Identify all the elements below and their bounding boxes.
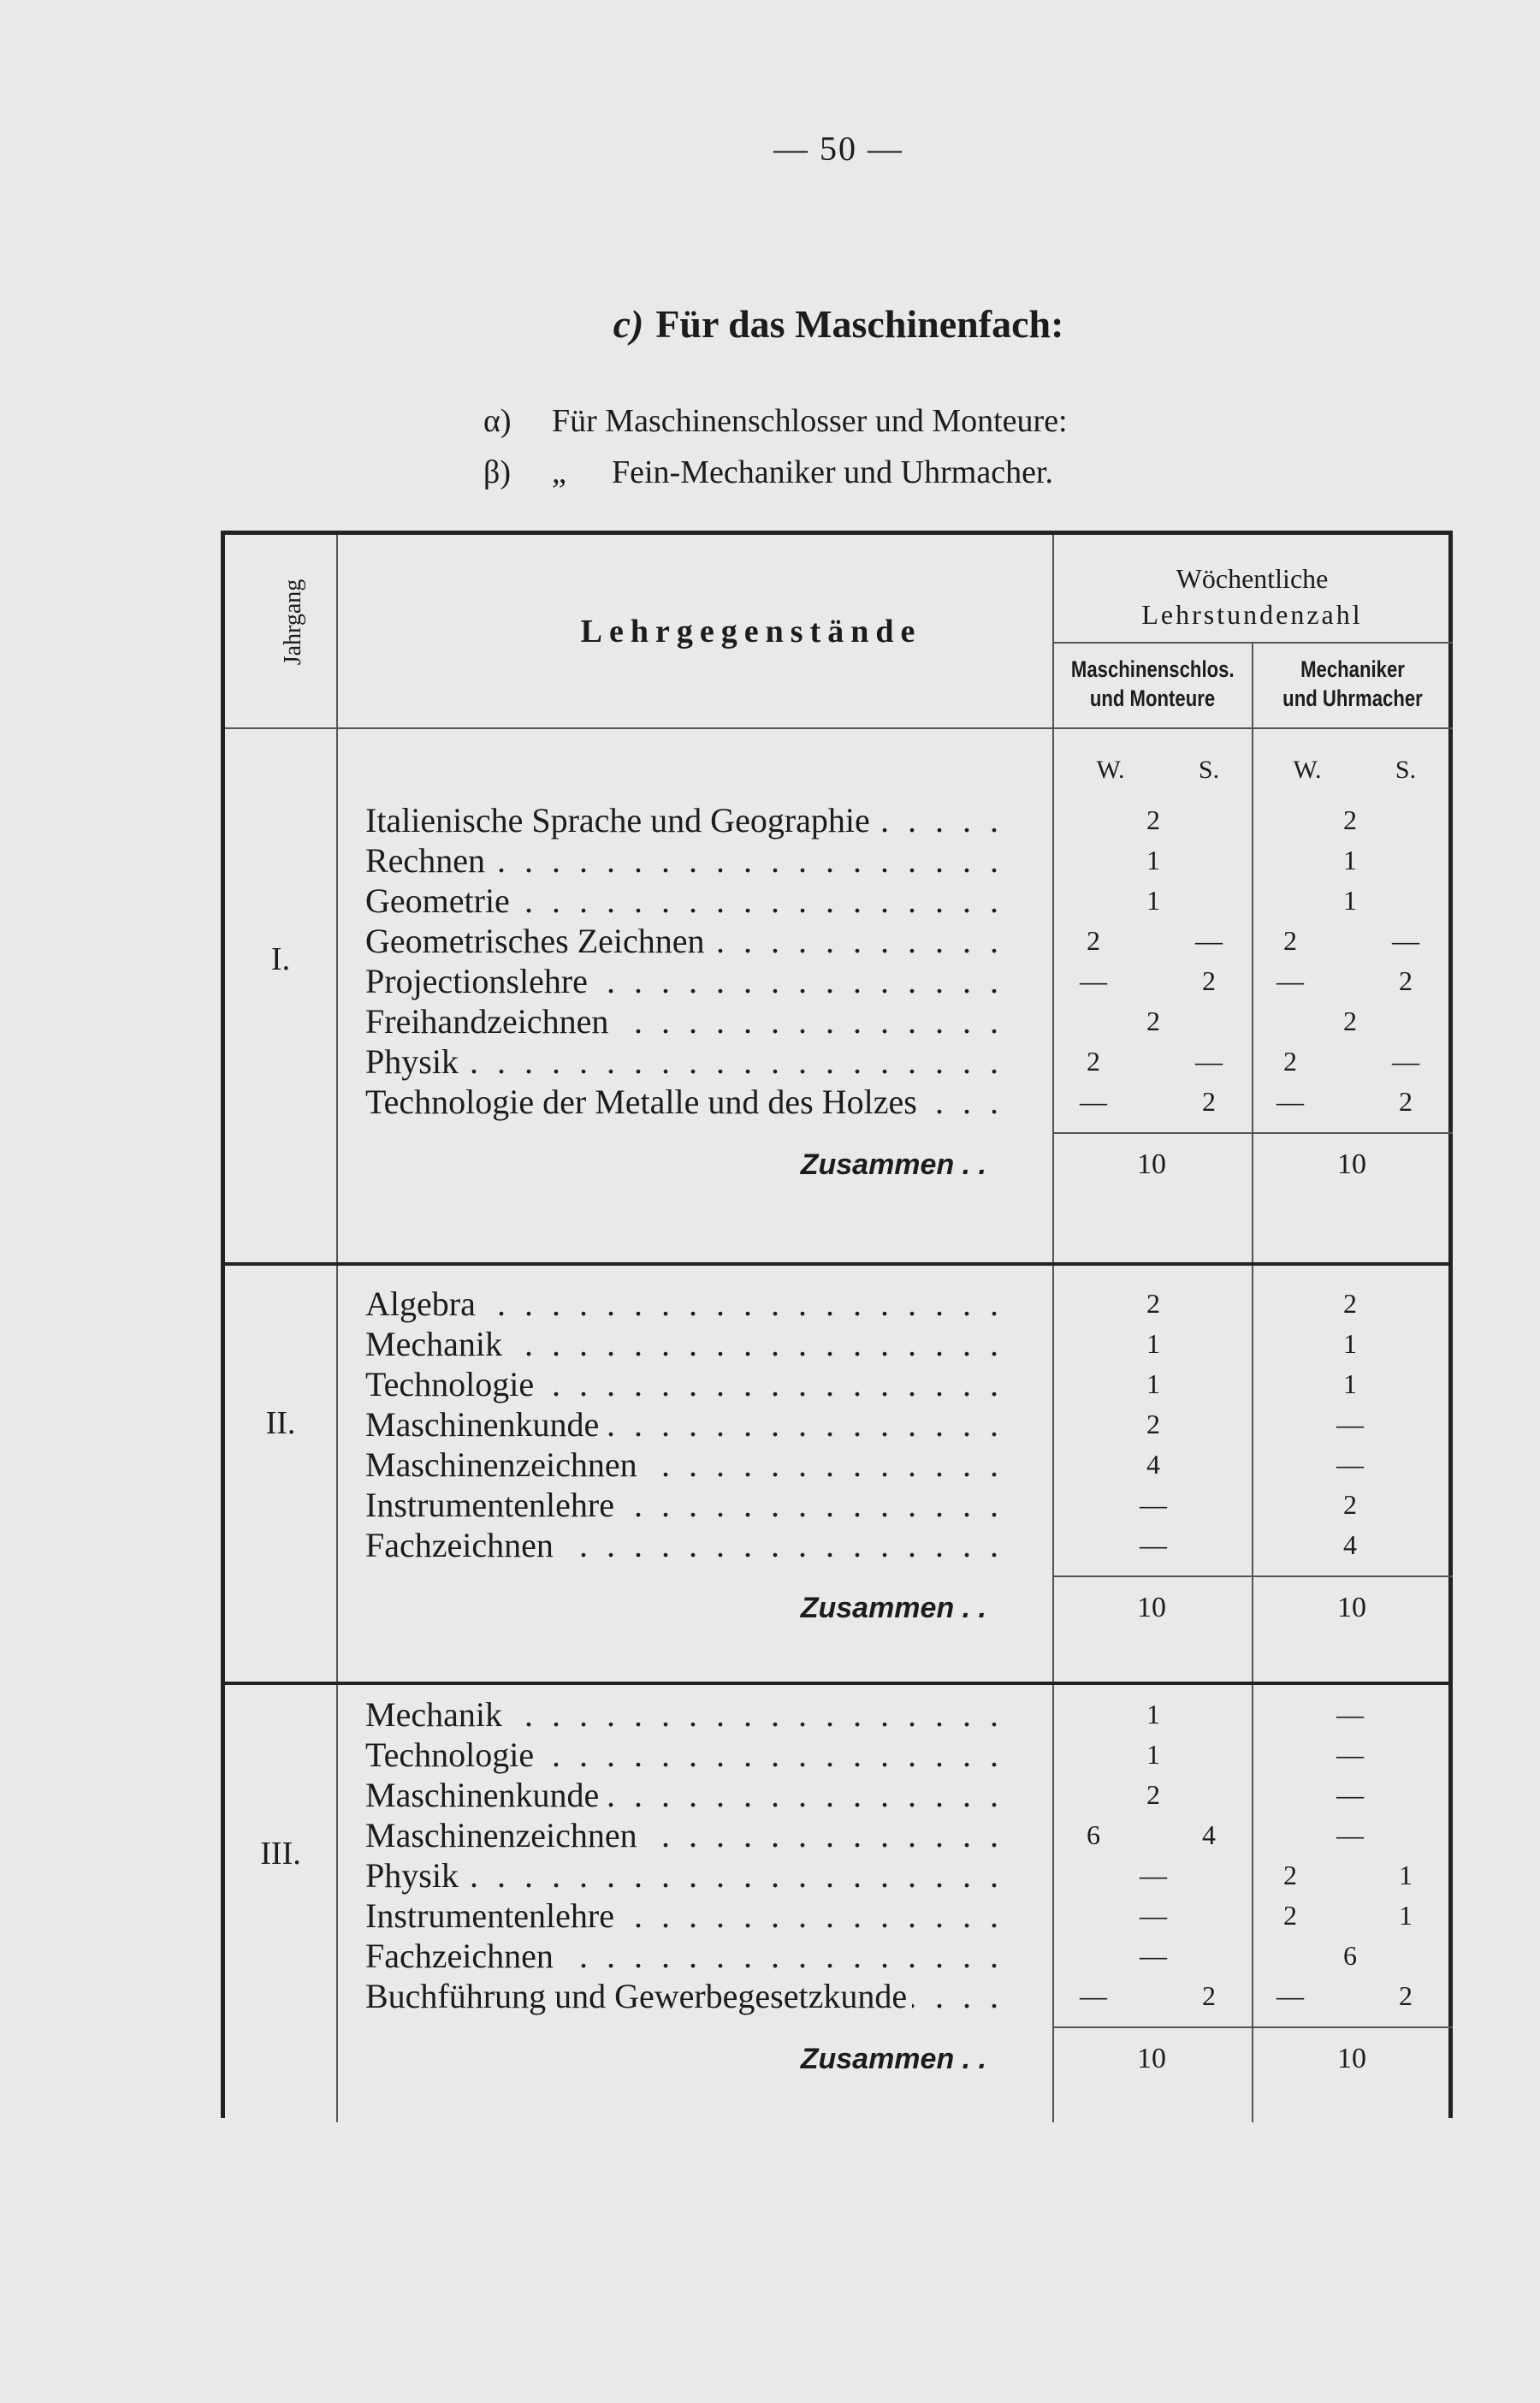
hours-cell: 6 [1343, 1940, 1357, 1971]
table-row [225, 1284, 1457, 1324]
header-b-s: S. [1395, 756, 1417, 784]
hours-cell: — [1336, 1779, 1364, 1810]
subject-label: Rechnen [365, 841, 490, 880]
hours-cell: — [1080, 965, 1107, 996]
table-row [225, 921, 1457, 961]
table-row [225, 1445, 1457, 1485]
table-row [225, 1001, 1457, 1041]
hours-cell: 1 [1399, 1900, 1413, 1931]
subject-name [365, 1324, 507, 1364]
hours-cell: 6 [1087, 1819, 1100, 1850]
hours-cell: 2 [1283, 1860, 1297, 1890]
heading-prefix: c) [613, 302, 644, 346]
header-group-a: Maschinenschlos. und Monteure [1070, 656, 1235, 711]
sum-value-b: 10 [1337, 1592, 1366, 1623]
hours-cell: 1 [1343, 1368, 1357, 1399]
subject-name [365, 1896, 619, 1936]
hours-cell: — [1195, 1046, 1223, 1077]
subheadings [483, 395, 1068, 498]
subject-label: Technologie der Metalle und des Holzes [365, 1083, 922, 1121]
hours-cell: 2 [1399, 1086, 1413, 1117]
subject-name [365, 1284, 481, 1324]
hours-cell: — [1336, 1739, 1364, 1770]
subject-label: Technologie [365, 1365, 539, 1403]
subject-name [365, 1001, 613, 1041]
table-row [225, 1936, 1457, 1976]
table-row [225, 840, 1457, 881]
subject-label: Maschinenkunde [365, 1405, 604, 1444]
subheading-alpha: α) Für Maschinenschlosser und Monteure: [483, 403, 1068, 439]
table-row [225, 881, 1457, 921]
subject-name [365, 961, 593, 1001]
hours-cell: 2 [1343, 804, 1357, 835]
hours-cell: 2 [1283, 1900, 1297, 1931]
hours-cell: 2 [1146, 1409, 1160, 1439]
hours-cell: 1 [1146, 1739, 1160, 1770]
sum-label: Zusammen . . [800, 1148, 986, 1181]
subject-name [365, 1855, 464, 1896]
table-row [225, 1082, 1457, 1122]
table-row [225, 1775, 1457, 1815]
hours-cell: 4 [1146, 1449, 1160, 1480]
hours-cell: — [1392, 925, 1419, 956]
subject-label: Physik [365, 1856, 464, 1895]
subject-name [365, 1976, 912, 2016]
subject-label: Buchführung und Gewerbegesetzkunde [365, 1977, 912, 2015]
subheading-beta: β) „ Fein-Mechaniker und Uhrmacher. [483, 454, 1053, 490]
table-row [225, 1324, 1457, 1364]
subject-label: Geometrisches Zeichnen [365, 922, 710, 960]
hours-cell: 2 [1087, 925, 1100, 956]
hours-cell: 2 [1283, 1046, 1297, 1077]
subject-label: Maschinenzeichnen [365, 1445, 643, 1484]
hours-cell: 2 [1146, 1006, 1160, 1036]
curriculum-table [221, 531, 1453, 2118]
hours-cell: — [1276, 1980, 1304, 2011]
sum-row [225, 1139, 1457, 1190]
hours-cell: 2 [1343, 1489, 1357, 1520]
subject-label: Mechanik [365, 1695, 507, 1734]
subject-name [365, 1082, 922, 1122]
sum-value-a: 10 [1137, 1592, 1166, 1623]
hours-cell: 1 [1146, 845, 1160, 875]
hours-cell: 2 [1146, 1288, 1160, 1319]
subject-name [365, 1485, 619, 1525]
subject-label: Mechanik [365, 1325, 507, 1363]
table-row [225, 800, 1457, 840]
hours-cell: — [1336, 1819, 1364, 1850]
subject-name [365, 1041, 464, 1082]
subject-label: Geometrie [365, 881, 515, 920]
year-block [225, 800, 1457, 1254]
subject-label: Fachzeichnen [365, 1526, 559, 1564]
subject-label: Physik [365, 1042, 464, 1081]
header-b-w: W. [1293, 756, 1322, 784]
subject-name [365, 1364, 539, 1404]
hours-cell: 1 [1343, 1328, 1357, 1359]
hours-cell: 1 [1399, 1860, 1413, 1890]
subject-name [365, 1445, 643, 1485]
subject-label: Instrumentenlehre [365, 1896, 619, 1935]
hours-cell: 2 [1343, 1288, 1357, 1319]
table-row [225, 1896, 1457, 1936]
subject-label: Instrumentenlehre [365, 1486, 619, 1524]
table-row [225, 1364, 1457, 1404]
subject-name [365, 1525, 559, 1565]
subject-label: Maschinenkunde [365, 1776, 604, 1814]
table-row [225, 1855, 1457, 1896]
hours-cell: — [1336, 1449, 1364, 1480]
hours-cell: — [1140, 1940, 1167, 1971]
hours-cell: — [1392, 1046, 1419, 1077]
year-block [225, 1694, 1457, 2122]
table-row [225, 1041, 1457, 1082]
table-row [225, 1525, 1457, 1565]
hours-cell: 2 [1146, 1779, 1160, 1810]
hours-cell: — [1195, 925, 1223, 956]
subject-label: Algebra [365, 1285, 481, 1323]
heading-title: Für das Maschinenfach: [655, 302, 1064, 346]
hours-cell: 1 [1146, 885, 1160, 916]
sum-value-b: 10 [1337, 1148, 1366, 1180]
table-row [225, 1735, 1457, 1775]
page-number: — 50 — [773, 129, 903, 168]
hours-cell: 2 [1399, 1980, 1413, 2011]
hours-cell: 1 [1343, 885, 1357, 916]
section-heading [0, 301, 1540, 347]
subject-name [365, 1404, 604, 1445]
sum-row [225, 1582, 1457, 1634]
hours-cell: — [1140, 1489, 1167, 1520]
hours-cell: — [1276, 1086, 1304, 1117]
hours-cell: 2 [1399, 965, 1413, 996]
subject-label: Fachzeichnen [365, 1937, 559, 1975]
hours-cell: 4 [1202, 1819, 1216, 1850]
subject-label: Projectionslehre [365, 962, 593, 1000]
table-row [225, 1404, 1457, 1445]
subject-name [365, 1936, 559, 1976]
hours-cell: 2 [1343, 1006, 1357, 1036]
subject-label: Technologie [365, 1736, 539, 1774]
header-subjects: Lehrgegenstände [580, 613, 922, 650]
hours-cell: — [1336, 1409, 1364, 1439]
subject-label: Italienische Sprache und Geographie [365, 801, 875, 840]
header-year: Jahrgang [280, 578, 306, 666]
hours-cell: — [1080, 1980, 1107, 2011]
hours-cell: 2 [1202, 1086, 1216, 1117]
subject-name [365, 1775, 604, 1815]
hours-cell: — [1080, 1086, 1107, 1117]
subject-label: Maschinenzeichnen [365, 1816, 643, 1854]
subject-name [365, 840, 490, 881]
hours-cell: — [1140, 1529, 1167, 1560]
hours-cell: 2 [1202, 1980, 1216, 2011]
subject-name [365, 1735, 539, 1775]
header-weekly-hours: Wöchentliche Lehrstundenzahl [1141, 563, 1363, 630]
sum-value-a: 10 [1137, 1148, 1166, 1180]
hours-cell: 1 [1146, 1328, 1160, 1359]
hours-cell: 2 [1202, 965, 1216, 996]
year-block [225, 1284, 1457, 1673]
table-row [225, 1815, 1457, 1855]
subject-name [365, 921, 710, 961]
table-row [225, 1976, 1457, 2016]
table-row [225, 1485, 1457, 1525]
subject-name [365, 881, 515, 921]
year-label: III. [260, 1836, 301, 1872]
hours-cell: — [1140, 1900, 1167, 1931]
hours-cell: 2 [1087, 1046, 1100, 1077]
sum-value-b: 10 [1337, 2043, 1366, 2074]
sum-label: Zusammen . . [800, 1592, 986, 1624]
subject-name [365, 1815, 643, 1855]
hours-cell: — [1336, 1699, 1364, 1730]
subject-name [365, 800, 875, 840]
hours-cell: 2 [1146, 804, 1160, 835]
table-row [225, 1694, 1457, 1735]
hours-cell: 4 [1343, 1529, 1357, 1560]
sum-row [225, 2033, 1457, 2085]
table-row [225, 961, 1457, 1001]
hours-cell: 1 [1146, 1699, 1160, 1730]
hours-cell: — [1276, 965, 1304, 996]
sum-value-a: 10 [1137, 2043, 1166, 2074]
hours-cell: 2 [1283, 925, 1297, 956]
hours-cell: 1 [1343, 845, 1357, 875]
hours-cell: — [1140, 1860, 1167, 1890]
year-label: I. [270, 941, 291, 977]
header-a-w: W. [1096, 756, 1125, 784]
header-group-b: Mechaniker und Uhrmacher [1282, 656, 1423, 711]
sum-label: Zusammen . . [800, 2043, 986, 2075]
year-label: II. [265, 1404, 296, 1441]
header-a-s: S. [1198, 756, 1220, 784]
hours-cell: 1 [1146, 1368, 1160, 1399]
subject-label: Freihandzeichnen [365, 1002, 613, 1041]
subject-name [365, 1694, 507, 1735]
